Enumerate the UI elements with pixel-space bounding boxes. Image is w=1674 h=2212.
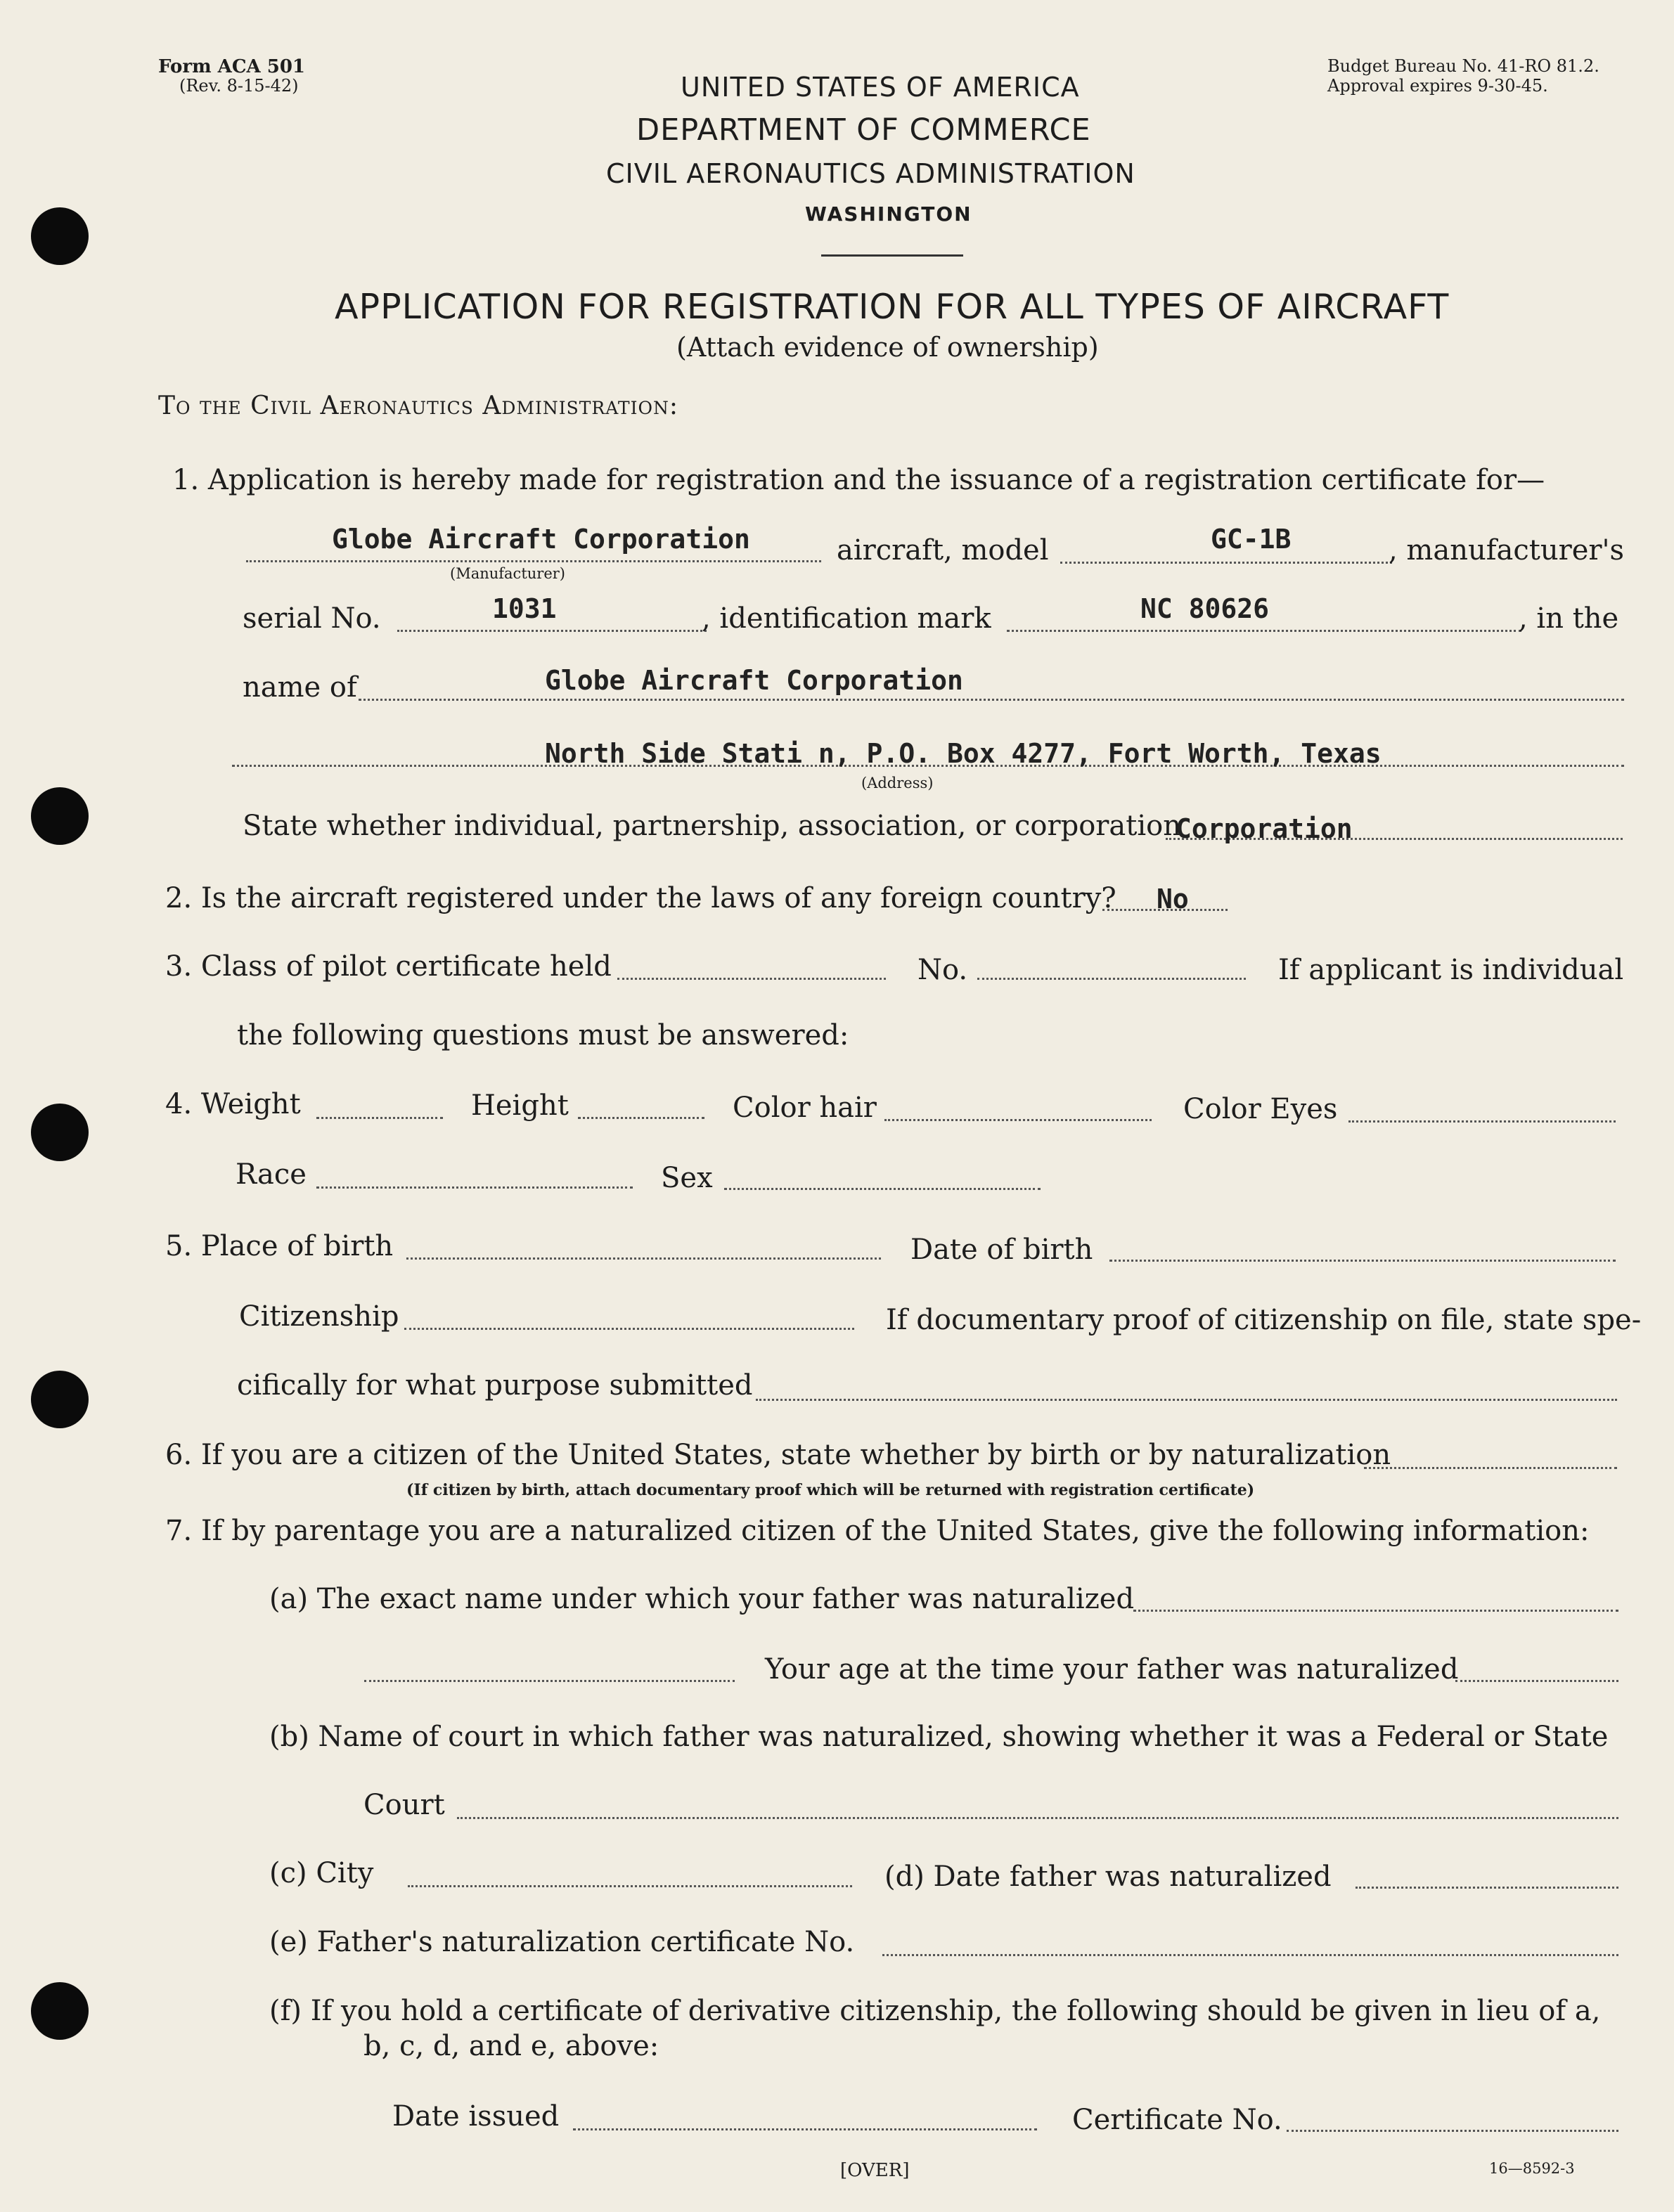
over-marker: [OVER] xyxy=(840,2160,910,2181)
owner-value[interactable]: Globe Aircraft Corporation xyxy=(545,665,963,696)
serial-field-line xyxy=(397,630,707,632)
court-field-line xyxy=(457,1817,1618,1819)
manufacturer-value[interactable]: Globe Aircraft Corporation xyxy=(332,524,750,555)
q3-tail: If applicant is individual xyxy=(1278,954,1624,986)
cert-no-field-line xyxy=(1287,2130,1618,2132)
q2-text: 2. Is the aircraft registered under the laws of any foreign country? xyxy=(165,882,1116,914)
entity-label: State whether individual, partnership, association, or corporation xyxy=(243,810,1181,842)
binder-hole xyxy=(31,787,89,845)
hair-label: Color hair xyxy=(733,1092,877,1124)
aircraft-model-label: aircraft, model xyxy=(837,534,1049,567)
country-heading: UNITED STATES OF AMERICA xyxy=(681,72,1080,103)
purpose-label: cifically for what purpose submitted xyxy=(237,1369,753,1402)
identification-label: , identification mark xyxy=(702,602,991,635)
salutation: To the Civil Aeronautics Administration: xyxy=(158,392,678,420)
manufacturer-field-line xyxy=(246,560,821,562)
q7-text: 7. If by parentage you are a naturalized citizen of the United States, give the following information: xyxy=(165,1515,1590,1547)
date-issued-label: Date issued xyxy=(392,2100,560,2133)
serial-label: serial No. xyxy=(243,602,381,635)
age-label: Your age at the time your father was naturalized xyxy=(765,1653,1459,1686)
model-field-line xyxy=(1060,562,1392,564)
q7d-label: (d) Date father was naturalized xyxy=(884,1861,1332,1893)
father-cert-field-line xyxy=(882,1954,1618,1956)
city-field-line xyxy=(408,1885,852,1887)
purpose-field-line xyxy=(756,1399,1617,1401)
address-value[interactable]: North Side Stati n, P.O. Box 4277, Fort Worth, Texas xyxy=(545,738,1382,769)
manufacturer-caption: (Manufacturer) xyxy=(450,565,565,582)
serial-value[interactable]: 1031 xyxy=(492,593,557,624)
print-code: 16—8592-3 xyxy=(1489,2160,1575,2177)
height-label: Height xyxy=(471,1089,569,1122)
owner-field-line xyxy=(359,699,1624,701)
race-label: Race xyxy=(236,1158,307,1191)
hair-field-line xyxy=(884,1119,1152,1121)
approval-expiry: Approval expires 9-30-45. xyxy=(1327,76,1548,96)
department-heading: DEPARTMENT OF COMMERCE xyxy=(636,112,1091,148)
q3-line2: the following questions must be answered: xyxy=(237,1019,849,1052)
proof-text: If documentary proof of citizenship on file, state spe- xyxy=(886,1304,1642,1336)
pilot-no-field-line xyxy=(977,978,1246,980)
city-heading: WASHINGTON xyxy=(805,202,972,226)
q7a-label: (a) The exact name under which your father was naturalized xyxy=(269,1583,1135,1615)
pilot-no-label: No. xyxy=(918,954,968,986)
q3-label: 3. Class of pilot certificate held xyxy=(165,950,612,983)
eyes-field-line xyxy=(1348,1120,1616,1123)
budget-bureau-no: Budget Bureau No. 41-RO 81.2. xyxy=(1327,56,1599,76)
sex-field-line xyxy=(724,1188,1041,1190)
mfr-serial-label: , manufacturer's xyxy=(1389,534,1625,567)
eyes-label: Color Eyes xyxy=(1183,1093,1338,1125)
ident-value[interactable]: NC 80626 xyxy=(1140,593,1270,624)
birthplace-field-line xyxy=(406,1257,881,1260)
q6-text: 6. If you are a citizen of the United States, state whether by birth or by naturalization xyxy=(165,1439,1391,1471)
form-title: APPLICATION FOR REGISTRATION FOR ALL TYPES OF AIRCRAFT xyxy=(335,287,1450,327)
q1-text: 1. Application is hereby made for registration and the issuance of a registration certificate for— xyxy=(172,464,1545,496)
height-field-line xyxy=(578,1117,704,1119)
age-field-line xyxy=(1455,1680,1618,1682)
birthdate-field-line xyxy=(1109,1260,1616,1262)
entity-value[interactable]: Corporation xyxy=(1176,813,1353,844)
ident-field-line xyxy=(1007,630,1521,632)
cert-no-label: Certificate No. xyxy=(1072,2104,1282,2136)
citizen-by-field-line xyxy=(1364,1467,1617,1469)
in-the-label: , in the xyxy=(1519,602,1619,635)
model-value[interactable]: GC-1B xyxy=(1211,524,1292,555)
date-issued-field-line xyxy=(573,2128,1037,2130)
q7f-label: (f) If you hold a certificate of derivative citizenship, the following should be given in lieu of a, xyxy=(269,1995,1601,2027)
form-revision: (Rev. 8-15-42) xyxy=(179,76,299,96)
administration-heading: CIVIL AERONAUTICS ADMINISTRATION xyxy=(606,158,1135,189)
birthdate-label: Date of birth xyxy=(910,1234,1093,1266)
citizenship-label: Citizenship xyxy=(239,1300,399,1333)
q7f-line2: b, c, d, and e, above: xyxy=(363,2030,659,2062)
address-caption: (Address) xyxy=(861,775,934,791)
binder-hole xyxy=(31,1982,89,2040)
binder-hole xyxy=(31,1371,89,1428)
race-field-line xyxy=(316,1186,633,1189)
q6-note: (If citizen by birth, attach documentary proof which will be returned with registration certificate) xyxy=(406,1481,1255,1499)
foreign-value[interactable]: No xyxy=(1157,884,1189,914)
form-number: Form ACA 501 xyxy=(158,56,306,77)
q7b-label: (b) Name of court in which father was naturalized, showing whether it was a Federal or State xyxy=(269,1721,1609,1753)
court-label: Court xyxy=(363,1789,445,1821)
sex-label: Sex xyxy=(661,1162,713,1194)
q7c-label: (c) City xyxy=(269,1857,374,1889)
father-name-field-line xyxy=(1133,1610,1618,1612)
pilot-class-field-line xyxy=(617,978,886,980)
weight-field-line xyxy=(316,1117,443,1119)
father-name-field-line-2 xyxy=(364,1680,735,1682)
header-rule xyxy=(821,254,963,257)
form-subtitle: (Attach evidence of ownership) xyxy=(676,332,1099,363)
naturalization-date-field-line xyxy=(1356,1887,1618,1889)
name-of-label: name of xyxy=(243,671,357,704)
q7e-label: (e) Father's naturalization certificate No. xyxy=(269,1926,855,1958)
birthplace-label: 5. Place of birth xyxy=(165,1230,394,1262)
binder-hole xyxy=(31,207,89,265)
weight-label: 4. Weight xyxy=(165,1088,301,1120)
binder-hole xyxy=(31,1104,89,1161)
citizenship-field-line xyxy=(404,1328,854,1330)
